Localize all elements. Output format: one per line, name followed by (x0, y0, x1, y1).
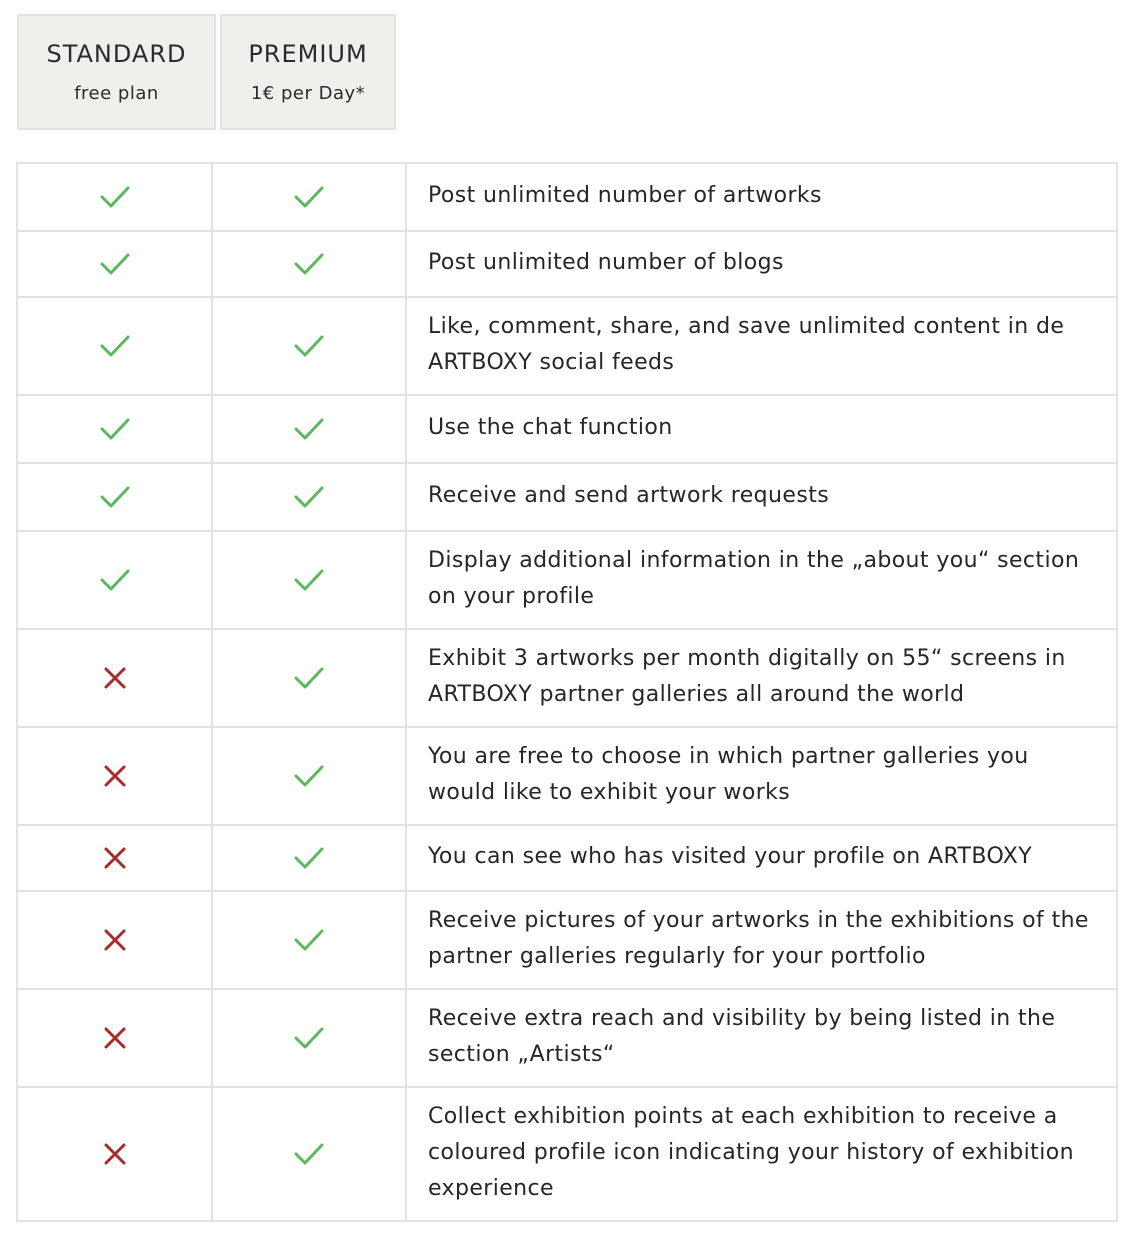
check-icon (99, 333, 131, 359)
feature-description: You are free to choose in which partner galleries you would like to exhibit your works (406, 727, 1117, 825)
check-icon (293, 333, 325, 359)
plan-standard-price: free plan (74, 83, 159, 104)
feature-row (17, 163, 1117, 231)
check-icon (293, 416, 325, 442)
feature-row (17, 989, 1117, 1087)
standard-availability-cell (17, 989, 212, 1087)
check-icon (99, 416, 131, 442)
feature-description: Exhibit 3 artworks per month digitally on 55“ screens in ARTBOXY partner galleries all around the world (406, 629, 1117, 727)
premium-availability-cell (212, 531, 406, 629)
check-icon (99, 567, 131, 593)
feature-description: Like, comment, share, and save unlimited content in de ARTBOXY social feeds (406, 297, 1117, 395)
check-icon (99, 484, 131, 510)
standard-availability-cell (17, 395, 212, 463)
standard-availability-cell (17, 531, 212, 629)
check-icon (293, 1141, 325, 1167)
plan-standard-name: STANDARD (46, 40, 187, 68)
premium-availability-cell (212, 463, 406, 531)
cross-icon (103, 1142, 127, 1166)
cross-icon (103, 846, 127, 870)
standard-availability-cell (17, 825, 212, 891)
feature-comparison-table (16, 162, 1118, 1222)
feature-description: Display additional information in the „about you“ section on your profile (406, 531, 1117, 629)
premium-availability-cell (212, 989, 406, 1087)
cross-icon (103, 1026, 127, 1050)
feature-description: Receive and send artwork requests (406, 463, 1117, 531)
check-icon (293, 484, 325, 510)
check-icon (293, 927, 325, 953)
check-icon (293, 567, 325, 593)
standard-availability-cell (17, 1087, 212, 1221)
premium-availability-cell (212, 395, 406, 463)
feature-row (17, 825, 1117, 891)
premium-availability-cell (212, 231, 406, 297)
feature-description: You can see who has visited your profile on ARTBOXY (406, 825, 1117, 891)
feature-row (17, 1087, 1117, 1221)
premium-availability-cell (212, 629, 406, 727)
premium-availability-cell (212, 297, 406, 395)
premium-availability-cell (212, 163, 406, 231)
feature-description: Use the chat function (406, 395, 1117, 463)
feature-row (17, 463, 1117, 531)
cross-icon (103, 764, 127, 788)
check-icon (293, 763, 325, 789)
plan-premium-header (220, 14, 396, 130)
cross-icon (103, 928, 127, 952)
feature-row (17, 531, 1117, 629)
check-icon (293, 184, 325, 210)
premium-availability-cell (212, 727, 406, 825)
feature-row (17, 891, 1117, 989)
feature-row (17, 629, 1117, 727)
standard-availability-cell (17, 891, 212, 989)
feature-description: Post unlimited number of artworks (406, 163, 1117, 231)
feature-description: Collect exhibition points at each exhibition to receive a coloured profile icon indicating your history of exhibition experience (406, 1087, 1117, 1221)
check-icon (293, 251, 325, 277)
premium-availability-cell (212, 1087, 406, 1221)
cross-icon (103, 666, 127, 690)
feature-row (17, 297, 1117, 395)
feature-row (17, 231, 1117, 297)
plan-premium-price: 1€ per Day* (250, 83, 366, 104)
check-icon (293, 1025, 325, 1051)
standard-availability-cell (17, 297, 212, 395)
standard-availability-cell (17, 163, 212, 231)
standard-availability-cell (17, 629, 212, 727)
feature-description: Post unlimited number of blogs (406, 231, 1117, 297)
feature-row (17, 727, 1117, 825)
plan-premium-name: PREMIUM (248, 40, 368, 68)
premium-availability-cell (212, 891, 406, 989)
standard-availability-cell (17, 463, 212, 531)
feature-row (17, 395, 1117, 463)
standard-availability-cell (17, 727, 212, 825)
premium-availability-cell (212, 825, 406, 891)
check-icon (99, 251, 131, 277)
check-icon (99, 184, 131, 210)
standard-availability-cell (17, 231, 212, 297)
check-icon (293, 665, 325, 691)
feature-description: Receive extra reach and visibility by being listed in the section „Artists“ (406, 989, 1117, 1087)
check-icon (293, 845, 325, 871)
plan-standard-header (17, 14, 216, 130)
feature-description: Receive pictures of your artworks in the exhibitions of the partner galleries regularly for your portfolio (406, 891, 1117, 989)
